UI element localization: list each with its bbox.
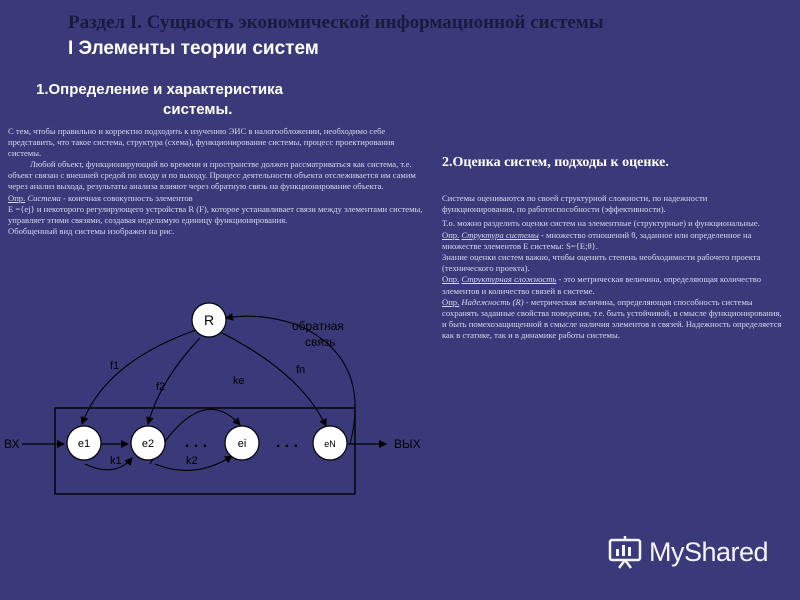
- arrow-f1: [82, 330, 196, 424]
- feedback-arrow: [226, 316, 355, 444]
- section1-paragraph: Любой объект, функционирующий во времени и пространстве должен рассматриваться как система, т.е. объект связан с внешней средой по входу и по выходу. Процесс деятельности объекта отслеживается им самим через анализ выхода, результаты анализа влияют через обратную связь на функционирование объекта.: [8, 159, 416, 192]
- definition-text: - конечная совокупность элементов: [60, 192, 193, 203]
- feedback-label-line1: обратная: [292, 319, 344, 333]
- node-ei-label: ei: [237, 438, 247, 450]
- node-en-label: eN: [324, 439, 336, 449]
- definition-text: - метрическая величина, определяющая способность системы сохранять заданные свойства поведения, т.е. быть устойчивой, в смысле функционирования, и быть помехозащищенной в смысле наличия элементов и связей. Надежность определяется как в статике, так и в динамике работы системы.: [442, 296, 782, 341]
- definition-term: Надежность (R): [461, 296, 524, 307]
- section1-heading-line1: 1.Определение и характеристика: [36, 81, 283, 98]
- section2-heading: 2.Оценка систем, подходы к оценке.: [442, 155, 669, 170]
- label-ke: ke: [233, 375, 245, 387]
- node-r-label: R: [203, 312, 215, 328]
- definition-label: Опр.: [442, 296, 460, 307]
- definition-term: Структура системы: [461, 229, 539, 240]
- section2-paragraph: Системы оцениваются по своей структурной сложности, по надежности функционирования, по работоспособности (эффективности).: [442, 193, 708, 215]
- node-e1-label: e1: [77, 438, 91, 450]
- label-f2: f2: [156, 381, 166, 393]
- section2-body: [442, 193, 782, 342]
- complexity-definition: [442, 274, 782, 296]
- output-label: ВЫХ: [394, 437, 421, 451]
- section2-paragraph: Т.о. можно разделить оценки систем на элементные (структурные) и функциональные.: [442, 218, 760, 229]
- definition-term: Система: [27, 192, 61, 203]
- section2-paragraph: Знание оценки систем важно, чтобы оценить степень необходимости рабочего проекта (технического проекта).: [442, 252, 761, 274]
- section1-paragraph: Обобщенный вид системы изображен на рис.: [8, 225, 175, 236]
- definition-text: - это метрическая величина, определяющая количество элементов и количество связей в системе.: [442, 274, 762, 296]
- section1-paragraph: С тем, чтобы правильно и корректно подходить к изучению ЭИС в налогообложении, необходимо себе представить, что такое система, структура (схема), функционирование системы, процесс проектирования системы.: [8, 126, 395, 159]
- definition-text: - множество отношений θ, заданное или определенное на множестве элементов Е системы: S={E;θ}.: [442, 229, 752, 251]
- definition-label: Опр.: [442, 274, 460, 285]
- ellipsis-1: . . .: [184, 434, 208, 451]
- section1-heading-line2: системы.: [163, 101, 233, 118]
- definition-term: Структурная сложность: [461, 274, 557, 285]
- structure-definition: [442, 230, 782, 252]
- node-e2-label: e2: [141, 438, 155, 450]
- definition-label: Опр.: [8, 192, 26, 203]
- input-label: ВХ: [4, 437, 20, 451]
- system-boundary: [55, 408, 355, 494]
- subsection-title: I Элементы теории систем: [68, 38, 319, 59]
- section-title: Раздел I. Сущность экономической информационной системы: [68, 12, 604, 33]
- label-f1: f1: [110, 360, 120, 372]
- label-k1: k1: [110, 455, 122, 467]
- feedback-label-line2: связь: [305, 335, 336, 349]
- label-fn: fn: [296, 364, 306, 376]
- definition-label: Опр.: [442, 229, 460, 240]
- presentation-board-icon: [607, 534, 643, 570]
- reliability-definition: [442, 297, 782, 342]
- myshared-watermark: [607, 534, 768, 570]
- section1-paragraph: E ={ej} и некоторого регулирующего устройства R (F), которое устанавливает связи между элементами системы, управляет этими связями, создавая неделимую единицу функционирования.: [8, 203, 423, 225]
- label-k2: k2: [186, 455, 198, 467]
- watermark-text: MyShared: [649, 536, 769, 567]
- ellipsis-2: . . .: [275, 434, 299, 451]
- link-k1: [85, 458, 132, 470]
